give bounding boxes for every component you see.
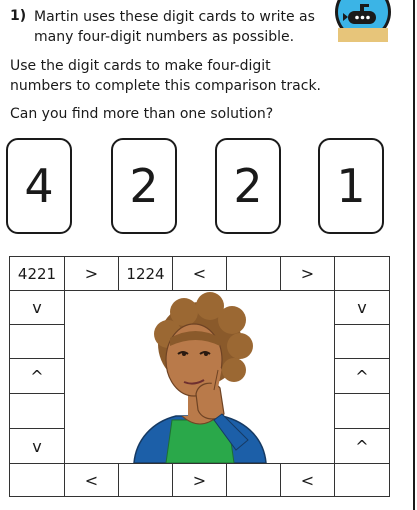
instruction-line-1: Use the digit cards to make four-digit [10,58,271,74]
digit-card-2: 2 [111,138,177,234]
question-number: 1) [10,8,27,24]
track-top-symbol-2: < [172,256,227,291]
track-bottom-symbol-2: > [172,463,227,497]
track-right-number-1[interactable] [334,324,390,359]
thinking-child-illustration [64,290,335,463]
track-left-number-1[interactable] [9,324,65,359]
submarine-icon [334,0,392,44]
track-bottom-number-4[interactable] [334,463,390,497]
digit-card-4: 1 [318,138,384,234]
track-top-number-1: 4221 [9,256,65,291]
track-top-symbol-1: > [64,256,119,291]
track-left-symbol-2: ^ [9,358,65,394]
track-left-number-2[interactable] [9,393,65,429]
track-right-symbol-3: ^ [334,428,390,464]
track-bottom-number-3[interactable] [226,463,281,497]
track-top-symbol-3: > [280,256,335,291]
track-right-symbol-2: ^ [334,358,390,394]
digit-card-3: 2 [215,138,281,234]
track-bottom-symbol-3: < [280,463,335,497]
track-top-number-3[interactable] [226,256,281,291]
digit-card-1: 4 [6,138,72,234]
page-edge-rule [413,0,415,510]
track-right-symbol-1: v [334,290,390,325]
track-right-number-2[interactable] [334,393,390,429]
track-bottom-number-1[interactable] [9,463,65,497]
prompt-text: Can you find more than one solution? [10,106,274,122]
track-top-number-2: 1224 [118,256,173,291]
track-bottom-number-2[interactable] [118,463,173,497]
track-left-symbol-1: v [9,290,65,325]
track-left-symbol-3: v [9,428,65,464]
track-bottom-symbol-1: < [64,463,119,497]
track-top-number-4[interactable] [334,256,390,291]
question-line-2: many four-digit numbers as possible. [34,29,295,45]
instruction-line-2: numbers to complete this comparison track. [10,78,322,94]
question-line-1: Martin uses these digit cards to write as [34,9,315,25]
